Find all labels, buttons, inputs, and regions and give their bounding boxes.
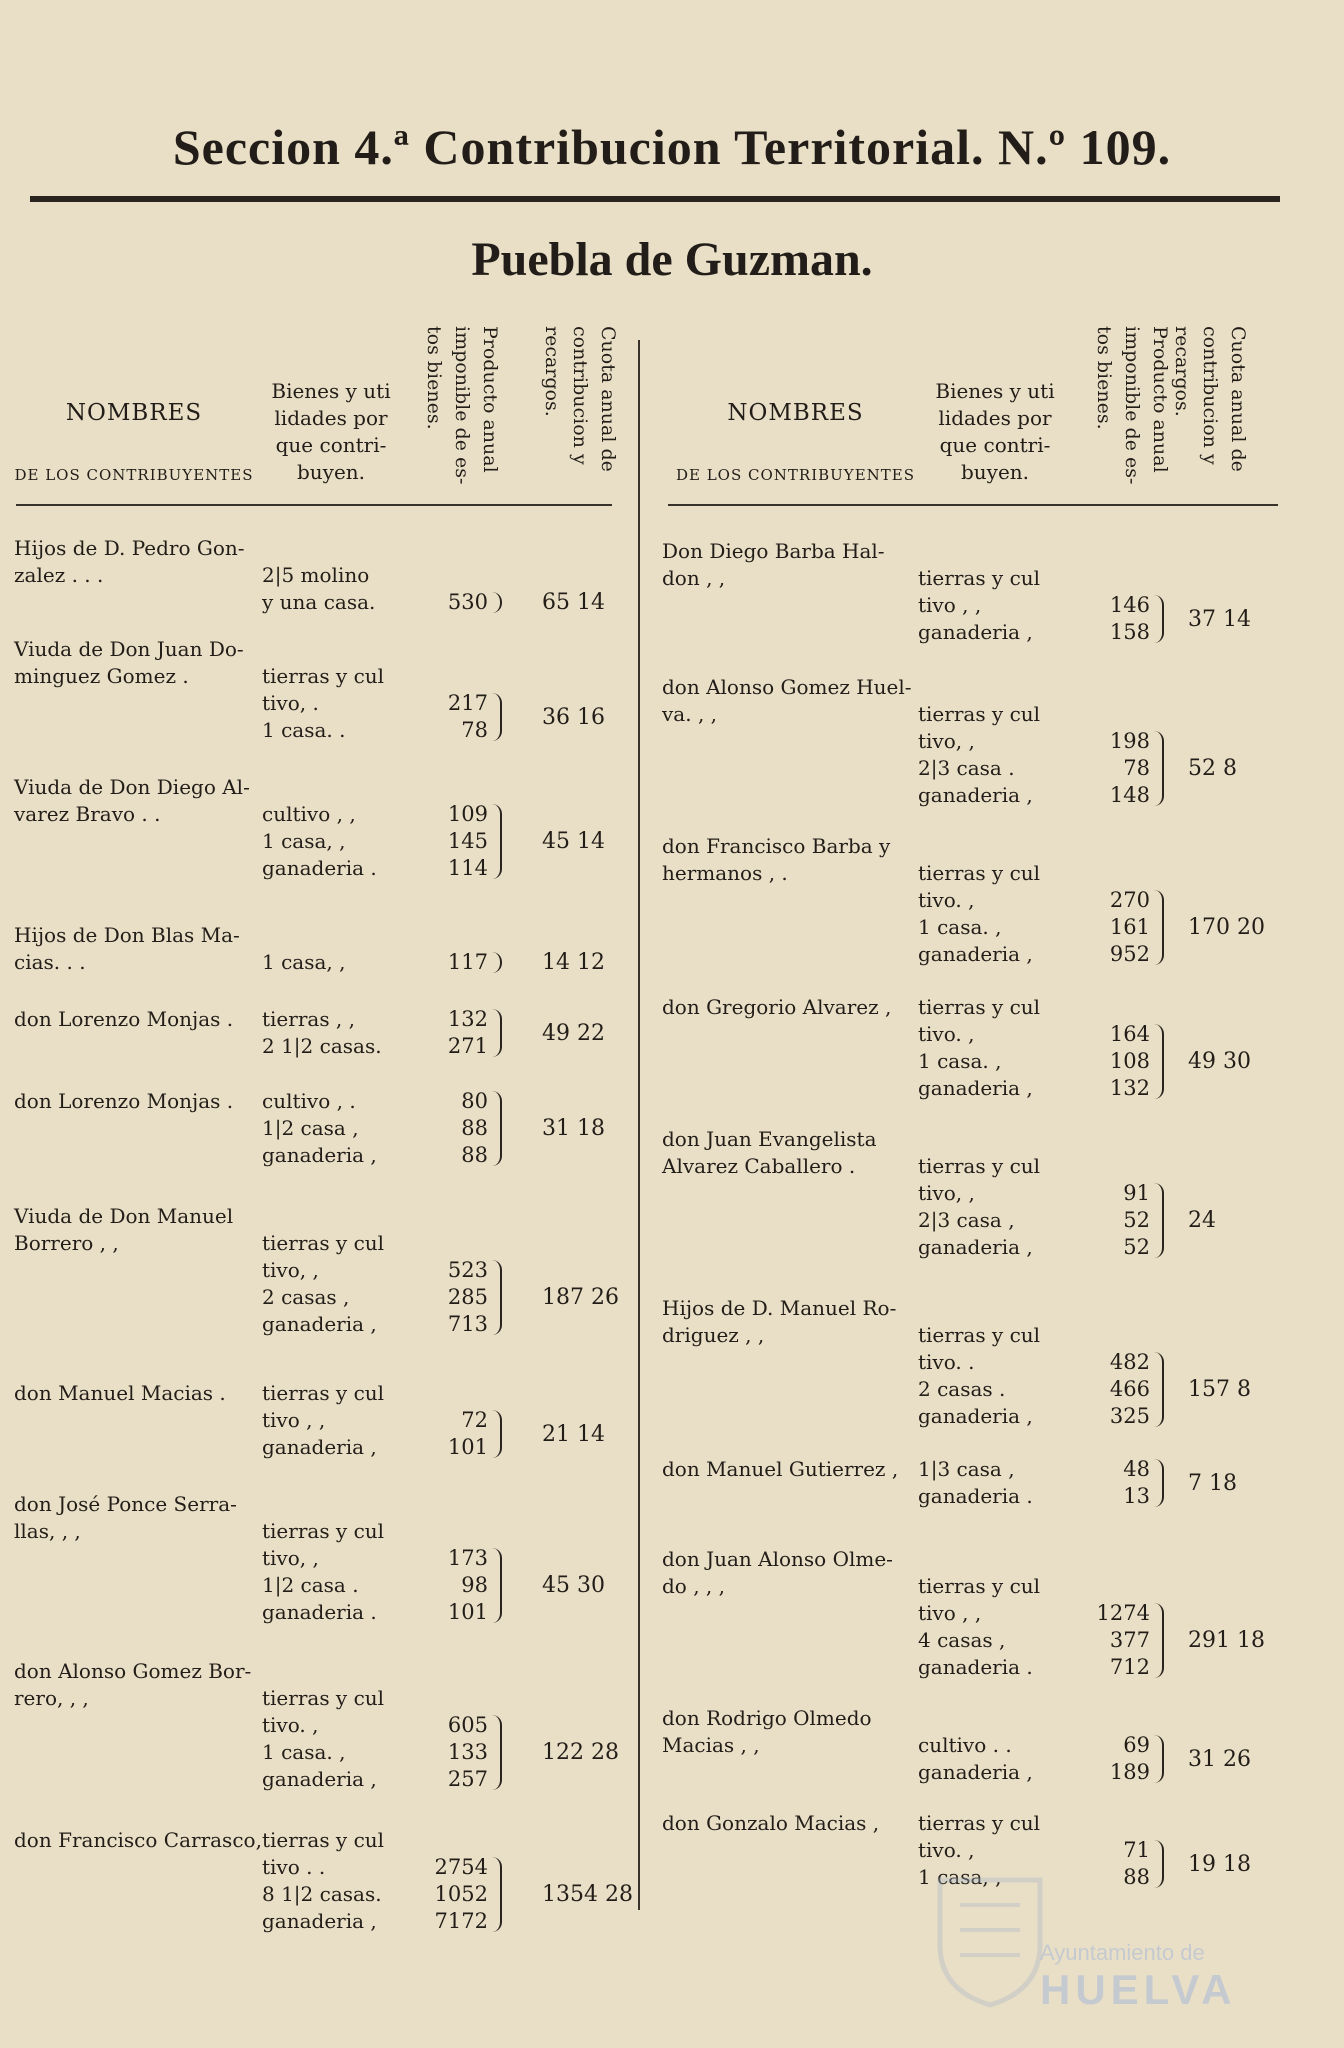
asset-description: tierras y cul [918, 1323, 1041, 1347]
annual-product-value: 161 [1109, 915, 1150, 939]
annual-quota-value: 49 30 [1188, 1049, 1251, 1074]
asset-description: tivo. . [918, 1350, 975, 1374]
asset-description: ganaderia , [918, 783, 1033, 807]
annual-product-value: 133 [447, 1740, 488, 1764]
annual-product-value: 466 [1109, 1377, 1150, 1401]
asset-description: tierras y cul [262, 1828, 385, 1852]
annual-product-value: 98 [461, 1573, 488, 1597]
contributor-name: cias. . . [14, 950, 86, 974]
contributor-name: don Juan Evangelista [662, 1127, 877, 1151]
col-header-bienes-left: Bienes y uti [271, 379, 391, 403]
col-header-cuota-left: Cuota anual de [597, 326, 619, 472]
annual-quota-value: 37 14 [1188, 606, 1251, 632]
asset-description: 2|3 casa . [918, 756, 1015, 780]
annual-quota-value: 21 14 [542, 1421, 605, 1447]
value-brace [490, 804, 502, 879]
asset-description: ganaderia . [918, 1655, 1033, 1679]
annual-quota-value: 7 18 [1188, 1470, 1237, 1496]
contributor-name: don Alonso Gomez Huel- [662, 675, 912, 699]
annual-product-value: 117 [447, 950, 488, 974]
annual-quota-value: 36 16 [542, 704, 605, 730]
annual-quota-value: 14 12 [542, 950, 605, 975]
column-divider [638, 340, 640, 1910]
value-brace [1152, 1603, 1164, 1678]
asset-description: tivo, , [918, 1181, 975, 1205]
col-header-producto-left: tos bienes. [423, 326, 445, 430]
asset-description: 2 1|2 casas. [262, 1034, 382, 1058]
asset-description: 1 casa, , [262, 829, 346, 853]
col-header-contribuyentes-left: DE LOS CONTRIBUYENTES [14, 466, 254, 484]
asset-description: ganaderia , [262, 1143, 377, 1167]
asset-description: 2|3 casa , [918, 1208, 1015, 1232]
asset-description: tierras y cul [262, 1519, 385, 1543]
contributor-name: don Alonso Gomez Bor- [14, 1659, 252, 1683]
asset-description: 1 casa, , [262, 950, 346, 974]
asset-description: tivo , , [918, 1601, 982, 1625]
col-header-bienes-left: lidades por [274, 406, 388, 430]
annual-product-value: 257 [447, 1767, 488, 1791]
annual-quota-value: 1354 28 [542, 1882, 633, 1907]
annual-product-value: 325 [1109, 1404, 1150, 1428]
asset-description: ganaderia , [918, 1760, 1033, 1784]
annual-product-value: 91 [1123, 1181, 1150, 1205]
contributor-name: don Juan Alonso Olme- [662, 1547, 893, 1571]
value-brace [1152, 1735, 1164, 1783]
annual-product-value: 80 [461, 1089, 488, 1113]
asset-description: 1 casa. , [918, 1049, 1002, 1073]
annual-quota-value: 24 [1188, 1208, 1216, 1233]
watermark-line1: Ayuntamiento de [1040, 1940, 1205, 1965]
asset-description: ganaderia . [262, 856, 377, 880]
asset-description: tivo. , [262, 1713, 319, 1737]
asset-description: ganaderia , [918, 620, 1033, 644]
contributor-name: Viuda de Don Juan Do- [14, 637, 244, 661]
value-brace [490, 952, 502, 973]
annual-quota-value: 291 18 [1188, 1628, 1265, 1653]
contributor-name: don Lorenzo Monjas . [14, 1007, 234, 1031]
value-brace [490, 1715, 502, 1790]
asset-description: tierras y cul [262, 1686, 385, 1710]
contributor-name: don Rodrigo Olmedo [662, 1706, 872, 1730]
annual-product-value: 88 [461, 1143, 488, 1167]
header-underline-left [16, 504, 612, 506]
asset-description: ganaderia , [918, 1076, 1033, 1100]
asset-description: 1 casa. . [262, 718, 346, 742]
annual-quota-value: 122 28 [542, 1740, 619, 1765]
contributor-name: don Francisco Carrasco, [14, 1828, 262, 1852]
annual-product-value: 285 [447, 1285, 488, 1309]
contributor-name: varez Bravo . . [14, 802, 161, 826]
asset-description: 2 casas . [918, 1377, 1006, 1401]
asset-description: ganaderia , [918, 1235, 1033, 1259]
asset-description: tierras y cul [918, 1574, 1041, 1598]
value-brace [1152, 731, 1164, 806]
contributor-name: don José Ponce Serra- [14, 1492, 237, 1516]
annual-product-value: 48 [1123, 1457, 1150, 1481]
annual-product-value: 69 [1123, 1733, 1150, 1757]
contributor-name: don Gregorio Alvarez , [662, 995, 892, 1019]
annual-product-value: 482 [1109, 1350, 1150, 1374]
annual-quota-value: 65 14 [542, 590, 605, 615]
annual-product-value: 52 [1123, 1208, 1150, 1232]
asset-description: tierras y cul [262, 1231, 385, 1255]
asset-description: ganaderia . [262, 1600, 377, 1624]
value-brace [490, 693, 502, 741]
col-header-bienes-right: lidades por [938, 406, 1052, 430]
annual-product-value: 2754 [434, 1855, 488, 1879]
asset-description: tivo , , [918, 593, 982, 617]
annual-quota-value: 157 8 [1188, 1377, 1251, 1402]
annual-product-value: 101 [447, 1600, 488, 1624]
annual-product-value: 78 [461, 718, 488, 742]
asset-description: tierras y cul [918, 566, 1041, 590]
asset-description: cultivo , , [262, 802, 356, 826]
asset-description: 2 casas , [262, 1285, 350, 1309]
annual-product-value: 132 [447, 1007, 488, 1031]
col-header-nombres-right: NOMBRES [727, 400, 864, 426]
asset-description: 8 1|2 casas. [262, 1882, 382, 1906]
value-brace [1152, 1352, 1164, 1427]
annual-product-value: 101 [447, 1435, 488, 1459]
asset-description: 1 casa, , [918, 1865, 1002, 1889]
annual-product-value: 530 [447, 590, 488, 614]
annual-product-value: 114 [447, 856, 488, 880]
value-brace [1152, 1840, 1164, 1888]
annual-product-value: 78 [1123, 756, 1150, 780]
asset-description: tivo, , [262, 1546, 319, 1570]
annual-product-value: 270 [1109, 888, 1150, 912]
asset-description: tivo, , [262, 1258, 319, 1282]
watermark [1040, 1940, 1300, 2014]
contributor-name: Macias , , [662, 1733, 760, 1757]
contributor-name: Borrero , , [14, 1231, 119, 1255]
col-header-cuota-right: contribucion y [1199, 326, 1221, 465]
town-title: Puebla de Guzman. [471, 233, 873, 286]
contributor-name: minguez Gomez . [14, 664, 189, 688]
asset-description: ganaderia , [918, 942, 1033, 966]
annual-product-value: 88 [461, 1116, 488, 1140]
annual-product-value: 189 [1109, 1760, 1150, 1784]
col-header-cuota-right: Cuota anual de [1227, 326, 1249, 472]
value-brace [490, 1410, 502, 1458]
asset-description: ganaderia , [262, 1312, 377, 1336]
asset-description: ganaderia , [918, 1404, 1033, 1428]
contributor-name: Alvarez Caballero . [662, 1154, 856, 1178]
asset-description: tivo . . [262, 1855, 326, 1879]
asset-description: tivo. , [918, 1022, 975, 1046]
asset-description: tierras , , [262, 1007, 356, 1031]
contributor-name: do , , , [662, 1574, 725, 1598]
asset-description: tierras y cul [918, 1154, 1041, 1178]
annual-product-value: 217 [447, 691, 488, 715]
annual-quota-value: 49 22 [542, 1020, 605, 1046]
annual-product-value: 52 [1123, 1235, 1150, 1259]
contributor-name: hermanos , . [662, 861, 788, 885]
annual-product-value: 173 [447, 1546, 488, 1570]
asset-description: y una casa. [262, 590, 376, 614]
annual-product-value: 713 [447, 1312, 488, 1336]
annual-product-value: 145 [447, 829, 488, 853]
annual-product-value: 7172 [434, 1909, 488, 1933]
contributor-name: don Lorenzo Monjas . [14, 1089, 234, 1113]
watermark-line2: HUELVA [1040, 1966, 1237, 2013]
annual-product-value: 712 [1109, 1655, 1150, 1679]
col-header-contribuyentes-right: DE LOS CONTRIBUYENTES [675, 466, 916, 484]
contributor-name: zalez . . . [14, 563, 104, 587]
asset-description: tivo , , [262, 1408, 326, 1432]
annual-product-value: 13 [1123, 1484, 1150, 1508]
annual-quota-value: 187 26 [542, 1285, 619, 1310]
annual-product-value: 523 [447, 1258, 488, 1282]
value-brace [490, 1857, 502, 1932]
header-rule [30, 196, 1280, 202]
value-brace [1152, 1024, 1164, 1099]
col-header-producto-right: imponible de es- [1121, 326, 1143, 485]
annual-product-value: 72 [461, 1408, 488, 1432]
annual-quota-value: 45 30 [542, 1573, 605, 1598]
asset-description: 4 casas , [918, 1628, 1006, 1652]
contributor-name: llas, , , [14, 1519, 81, 1543]
value-brace [1152, 1183, 1164, 1258]
asset-description: 1|2 casa . [262, 1573, 359, 1597]
contributor-name: Don Diego Barba Hal- [662, 539, 885, 563]
value-brace [490, 1260, 502, 1335]
col-header-cuota-right: recargos. [1171, 326, 1193, 417]
contributor-name: Hijos de D. Pedro Gon- [14, 536, 245, 560]
asset-description: tivo, , [918, 729, 975, 753]
asset-description: 1 casa. , [262, 1740, 346, 1764]
crest-icon [930, 1860, 1050, 2010]
asset-description: tivo. , [918, 1838, 975, 1862]
col-header-producto-right: Producto anual [1149, 326, 1171, 473]
contributor-name: don , , [662, 566, 726, 590]
col-header-bienes-right: Bienes y uti [935, 379, 1055, 403]
contributor-name: Viuda de Don Diego Al- [14, 775, 250, 799]
contributor-name: Hijos de D. Manuel Ro- [662, 1296, 897, 1320]
contributor-name: Hijos de Don Blas Ma- [14, 923, 240, 947]
value-brace [490, 592, 502, 613]
contributor-name: Viuda de Don Manuel [14, 1204, 234, 1228]
asset-description: ganaderia , [262, 1909, 377, 1933]
asset-description: cultivo , . [262, 1089, 356, 1113]
asset-description: 2|5 molino [262, 563, 370, 587]
annual-product-value: 88 [1123, 1865, 1150, 1889]
annual-product-value: 377 [1109, 1628, 1150, 1652]
col-header-bienes-left: que contri- [275, 433, 387, 457]
contributor-name: don Manuel Gutierrez , [662, 1457, 899, 1481]
section-header: Seccion 4.ª Contribucion Territorial. N.º 109. [172, 119, 1172, 175]
annual-product-value: 164 [1109, 1022, 1150, 1046]
contributor-name: driguez , , [662, 1323, 765, 1347]
asset-description: tierras y cul [918, 995, 1041, 1019]
col-header-bienes-right: que contri- [939, 433, 1051, 457]
annual-product-value: 71 [1123, 1838, 1150, 1862]
col-header-cuota-left: recargos. [541, 326, 563, 417]
contributor-name: don Manuel Macias . [14, 1381, 226, 1405]
annual-quota-value: 52 8 [1188, 756, 1237, 781]
annual-product-value: 271 [447, 1034, 488, 1058]
annual-quota-value: 45 14 [542, 829, 605, 854]
annual-product-value: 1274 [1096, 1601, 1150, 1625]
asset-description: 1 casa. , [918, 915, 1002, 939]
col-header-producto-right: tos bienes. [1093, 326, 1115, 430]
annual-product-value: 146 [1109, 593, 1150, 617]
annual-product-value: 132 [1109, 1076, 1150, 1100]
col-header-bienes-left: buyen. [296, 460, 366, 484]
value-brace [490, 1548, 502, 1623]
contributor-name: va. , , [662, 702, 718, 726]
header-underline-right [668, 504, 1278, 506]
contributor-name: rero, , , [14, 1686, 89, 1710]
asset-description: tierras y cul [262, 1381, 385, 1405]
asset-description: ganaderia , [262, 1435, 377, 1459]
asset-description: 1|2 casa , [262, 1116, 359, 1140]
col-header-producto-left: Producto anual [479, 326, 501, 473]
value-brace [1152, 595, 1164, 643]
asset-description: tierras y cul [918, 861, 1041, 885]
asset-description: cultivo . . [918, 1733, 1012, 1757]
asset-description: tierras y cul [918, 702, 1041, 726]
asset-description: tierras y cul [262, 664, 385, 688]
annual-product-value: 158 [1109, 620, 1150, 644]
annual-quota-value: 170 20 [1188, 915, 1265, 940]
col-header-bienes-right: buyen. [960, 460, 1030, 484]
value-brace [1152, 1459, 1164, 1507]
asset-description: ganaderia . [918, 1484, 1033, 1508]
value-brace [490, 1009, 502, 1057]
annual-quota-value: 19 18 [1188, 1851, 1251, 1877]
col-header-producto-left: imponible de es- [451, 326, 473, 485]
col-header-cuota-left: contribucion y [569, 326, 591, 465]
annual-product-value: 1052 [434, 1882, 488, 1906]
asset-description: 1|3 casa , [918, 1457, 1015, 1481]
asset-description: tivo, . [262, 691, 319, 715]
annual-product-value: 148 [1109, 783, 1150, 807]
annual-product-value: 605 [447, 1713, 488, 1737]
annual-product-value: 952 [1109, 942, 1150, 966]
contributor-name: don Francisco Barba y [662, 834, 891, 858]
annual-product-value: 198 [1109, 729, 1150, 753]
annual-product-value: 109 [447, 802, 488, 826]
asset-description: tierras y cul [918, 1811, 1041, 1835]
col-header-nombres-left: NOMBRES [65, 400, 203, 426]
contributor-name: don Gonzalo Macias , [662, 1811, 880, 1835]
annual-quota-value: 31 26 [1188, 1746, 1251, 1772]
annual-quota-value: 31 18 [542, 1116, 605, 1141]
asset-description: tivo. , [918, 888, 975, 912]
asset-description: ganaderia , [262, 1767, 377, 1791]
value-brace [490, 1091, 502, 1166]
annual-product-value: 108 [1109, 1049, 1150, 1073]
value-brace [1152, 890, 1164, 965]
